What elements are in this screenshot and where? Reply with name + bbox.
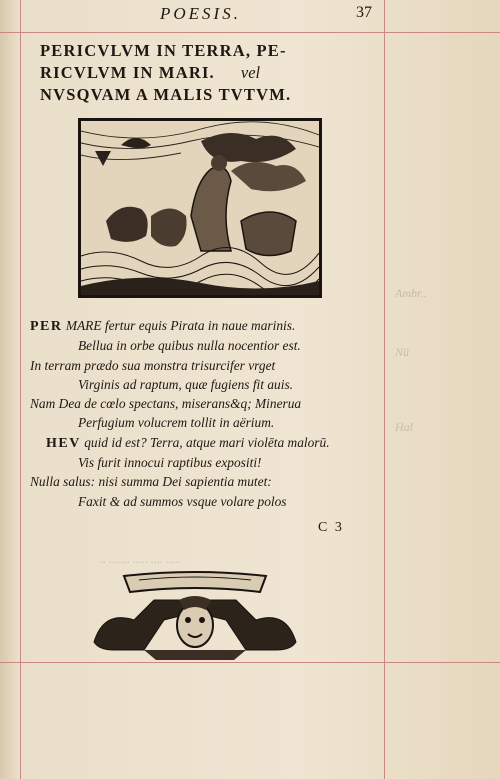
verse-line: Perfugium volucrem tollit in aërium. <box>78 415 275 431</box>
title-line-2 <box>40 62 360 84</box>
verse-text: quid id est? Terra, atque mari violēta malorū. <box>80 434 330 450</box>
title-vel: vel <box>240 63 261 82</box>
show-through-text: Ambr.. <box>395 286 427 300</box>
emblem-title <box>40 40 360 106</box>
verse-line: Faxit & ad summos vsque volare polos <box>78 493 287 509</box>
verse-initial-caps: HEV <box>46 435 81 451</box>
verse-line: Nam Dea de cœlo spectans, miserans&q; Minerua <box>30 396 302 412</box>
verse-line: Nulla salus: nisi summa Dei sapientia mutet: <box>30 474 272 490</box>
verse-line <box>46 433 385 453</box>
margin-rule-top <box>0 32 500 33</box>
emblem-verse <box>30 316 385 511</box>
ornament-image <box>84 570 306 662</box>
signature-mark: C 3 <box>318 520 344 535</box>
show-through-text: Hal <box>395 420 413 434</box>
verse-line: Vis furit innocui raptibus expositi! <box>78 455 262 471</box>
title-line-1: PERICVLVM IN TERRA, PE- <box>40 41 287 60</box>
title-line-2-text: RICVLVM IN MARI. <box>40 63 215 82</box>
tailpiece-ornament <box>84 570 306 662</box>
woodcut-image <box>81 121 319 295</box>
verse-line: In terram prædo sua monstra trisurcifer vrget <box>30 357 276 373</box>
show-through-text: Nü <box>395 345 410 359</box>
show-through-text: .. ....... ..... .... ..... <box>100 552 181 566</box>
verse-text: MARE fertur equis Pirata in naue marinis. <box>62 318 296 333</box>
verse-initial-caps: PER <box>30 319 63 334</box>
running-head: POESIS. <box>160 4 241 23</box>
verse-line: Bellua in orbe quibus nulla nocentior est. <box>78 338 301 354</box>
woodcut-illustration <box>78 118 322 298</box>
title-line-3: NVSQVAM A MALIS TVTVM. <box>40 85 292 104</box>
page-number: 37 <box>356 4 372 21</box>
verse-line <box>30 316 385 336</box>
margin-rule-bottom <box>0 662 500 663</box>
verse-line: Virginis ad raptum, quæ fugiens fit auis. <box>78 376 294 392</box>
